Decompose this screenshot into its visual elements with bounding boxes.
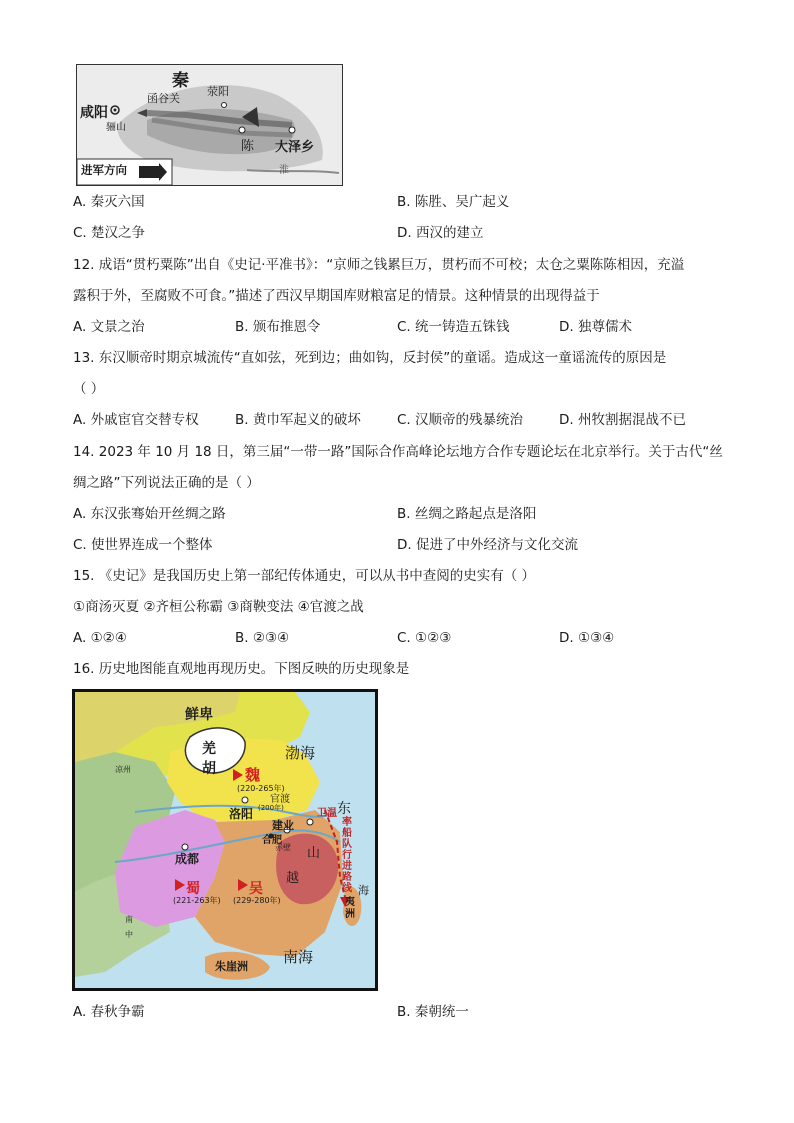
q14-option-d[interactable]: D. 促进了中外经济与文化交流 bbox=[397, 537, 578, 553]
label-dong: 东 bbox=[337, 801, 351, 817]
three-kingdoms-map bbox=[72, 689, 378, 991]
three-kingdoms-map-shapes bbox=[75, 692, 375, 988]
q12-option-a[interactable]: A. 文景之治 bbox=[73, 319, 145, 335]
label-shu-years: (221-263年) bbox=[173, 896, 221, 905]
q11-option-c[interactable]: C. 楚汉之争 bbox=[73, 225, 146, 241]
label-wei-years: (220-265年) bbox=[237, 784, 285, 793]
label-liangzhou: 凉州 bbox=[115, 765, 131, 774]
q12-option-d[interactable]: D. 独尊儒术 bbox=[559, 319, 632, 335]
label-luoyang: 洛阳 bbox=[229, 807, 254, 821]
label-fleet-route: 率船队行进路线 bbox=[342, 817, 352, 894]
q15-option-b[interactable]: B. ②③④ bbox=[235, 630, 290, 646]
q16-stem-line1: 16. 历史地图能直观地再现历史。下图反映的历史现象是 bbox=[73, 661, 410, 677]
q15-option-d[interactable]: D. ①③④ bbox=[559, 630, 615, 646]
q12-stem-line2: 露积于外，至腐败不可食。”描述了西汉早期国库财粮富足的情景。这种情景的出现得益于 bbox=[73, 288, 600, 304]
q14-stem-line1: 14. 2023 年 10 月 18 日，第三届“一带一路”国际合作高峰论坛地方合作专题论坛在北京举行。关于古代“丝 bbox=[73, 444, 723, 460]
q11-option-b[interactable]: B. 陈胜、吴广起义 bbox=[397, 194, 510, 210]
label-xianyang: 咸阳 bbox=[80, 105, 108, 121]
q14-stem-line2: 绸之路”下列说法正确的是（ ） bbox=[73, 475, 260, 491]
label-lishan: 骊山 bbox=[106, 122, 126, 133]
q12-stem-line1: 12. 成语“贯朽粟陈”出自《史记·平准书》：“京师之钱累巨万，贯朽而不可校；太仓之粟陈陈相因，充溢 bbox=[73, 257, 685, 273]
label-guandu-year: (200年) bbox=[258, 804, 284, 812]
label-xingyang: 荥阳 bbox=[207, 85, 229, 98]
label-yizhou: 夷洲 bbox=[345, 897, 355, 920]
label-chen: 陈 bbox=[241, 139, 255, 154]
q11-option-d[interactable]: D. 西汉的建立 bbox=[397, 225, 484, 241]
label-weiwen: 卫温 bbox=[317, 808, 337, 819]
q12-option-c[interactable]: C. 统一铸造五铢钱 bbox=[397, 319, 510, 335]
q15-option-c[interactable]: C. ①②③ bbox=[397, 630, 452, 646]
label-hai: 海 bbox=[358, 884, 369, 897]
label-wei: 魏 bbox=[245, 766, 261, 784]
label-wu-years: (229-280年) bbox=[233, 896, 281, 905]
label-wu: 吴 bbox=[249, 881, 263, 897]
legend-march-direction: 进军方向 bbox=[81, 163, 127, 177]
label-bohai: 渤海 bbox=[285, 744, 316, 762]
label-chibi: 赤壁 bbox=[275, 843, 291, 852]
label-shu: 蜀 bbox=[186, 881, 200, 897]
q13-stem-line2: （ ） bbox=[73, 381, 105, 397]
q13-option-d[interactable]: D. 州牧割据混战不已 bbox=[559, 412, 686, 428]
label-chengdu: 成都 bbox=[175, 852, 200, 866]
q14-option-b[interactable]: B. 丝绸之路起点是洛阳 bbox=[397, 506, 537, 522]
q16-option-b[interactable]: B. 秦朝统一 bbox=[397, 1004, 469, 1020]
q13-stem-line1: 13. 东汉顺帝时期京城流传“直如弦，死到边；曲如钩，反封侯”的童谣。造成这一童谣流传的原因是 bbox=[73, 350, 667, 366]
label-hangu: 函谷关 bbox=[147, 92, 180, 105]
q15-stem-line1: 15. 《史记》是我国历史上第一部纪传体通史，可以从书中查阅的史实有（ ） bbox=[73, 568, 536, 584]
q15-stem-line2: ①商汤灭夏 ②齐桓公称霸 ③商鞅变法 ④官渡之战 bbox=[73, 599, 364, 615]
label-huai: 淮 bbox=[279, 165, 289, 176]
label-shan: 山 bbox=[307, 846, 321, 861]
label-dazexiang: 大泽乡 bbox=[275, 140, 315, 155]
label-qiang: 羌 bbox=[202, 741, 216, 757]
label-guandu: 官渡 bbox=[270, 794, 290, 805]
q12-option-b[interactable]: B. 颁布推恩令 bbox=[235, 319, 321, 335]
uprising-map bbox=[76, 64, 343, 186]
label-xianbei: 鲜卑 bbox=[185, 707, 213, 723]
label-nanhai: 南海 bbox=[283, 948, 314, 966]
label-jianye: 建业 bbox=[272, 819, 294, 832]
q14-option-c[interactable]: C. 使世界连成一个整体 bbox=[73, 537, 213, 553]
q15-option-a[interactable]: A. ①②④ bbox=[73, 630, 127, 646]
q14-option-a[interactable]: A. 东汉张骞始开丝绸之路 bbox=[73, 506, 226, 522]
label-hu: 胡 bbox=[202, 761, 216, 777]
q11-option-a[interactable]: A. 秦灭六国 bbox=[73, 194, 145, 210]
label-zhuyazhou: 朱崖洲 bbox=[215, 960, 248, 973]
q13-option-a[interactable]: A. 外戚宦官交替专权 bbox=[73, 412, 199, 428]
q13-option-b[interactable]: B. 黄巾军起义的破坏 bbox=[235, 412, 361, 428]
label-hefei: 合肥 bbox=[262, 835, 282, 846]
label-yue: 越 bbox=[286, 871, 300, 886]
label-qin: 秦 bbox=[172, 71, 189, 91]
q13-option-c[interactable]: C. 汉顺帝的残暴统治 bbox=[397, 412, 524, 428]
q16-option-a[interactable]: A. 春秋争霸 bbox=[73, 1004, 145, 1020]
label-nanzhong: 南中 bbox=[125, 915, 133, 939]
